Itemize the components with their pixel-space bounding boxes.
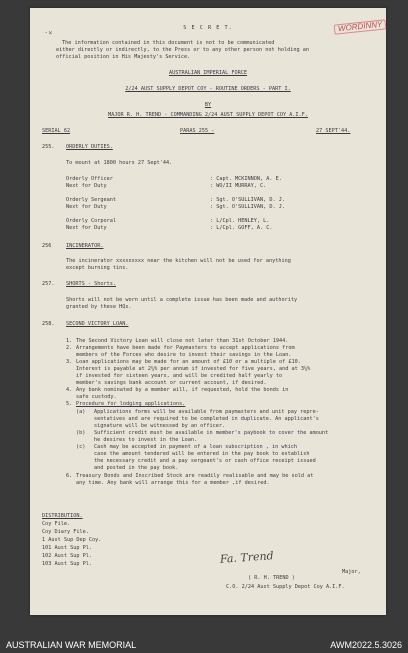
paragraph-line: Shorts will not be worn until a complete issue has been made and authority [66, 297, 298, 303]
accession-number: AWM2022.5.3026 [330, 640, 402, 650]
list-item-line: Loan applications may be made for an amount of £10 or a multiple of £10. [76, 359, 301, 365]
sub-item-line: Applications forms will be available from paymasters and unit pay repre- [94, 409, 319, 415]
section-number: 256 [42, 243, 52, 249]
duty-assignee: : Capt. MCKINNON, A. E. [210, 176, 282, 182]
duty-next-assignee: : WO/II MURRAY, C. [210, 183, 267, 189]
list-number: 1. [66, 338, 73, 344]
order-date: 27 SEPT'44. [316, 128, 351, 134]
sub-item-label: (c) [76, 444, 86, 450]
list-number: 2. [66, 345, 73, 351]
paras-range: PARAS 255 - [180, 128, 215, 134]
secret-heading: S E C R E T. [183, 25, 233, 31]
commander-heading: MAJOR R. H. TREND - COMMANDING 2/24 AUST SUPPLY DEPOT COY A.I.F. [108, 112, 308, 118]
duty-role: Orderly Officer [66, 176, 113, 182]
notice-line-3: official position in His Majesty's Service. [56, 54, 191, 60]
sub-item-line: he desires to invest in the Loan. [94, 437, 198, 443]
distribution-title: DISTRIBUTION. [42, 513, 83, 519]
section-number: 257. [42, 281, 55, 287]
list-number: 6. [66, 473, 73, 479]
institution-name: AUSTRALIAN WAR MEMORIAL [6, 640, 137, 650]
list-number: 3. [66, 359, 73, 365]
notice-line-2: either directly or indirectly, to the Press or to any other person not holding an [56, 47, 309, 53]
notice-line-1: The information contained in this document is not to be communicated [62, 40, 275, 46]
duty-next-assignee: : L/Cpl. GOFF, A. C. [210, 225, 273, 231]
list-item-line: safe custody. [76, 394, 117, 400]
document-page [30, 8, 386, 615]
section-title: INCINERATOR. [66, 243, 104, 249]
serial-number: SERIAL 62 [42, 128, 71, 134]
mount-time: To mount at 1800 hours 27 Sept'44. [66, 160, 173, 166]
list-item-line: if invested for sixteen years, and will be credited half yearly to [76, 373, 283, 379]
signatory-rank: Major, [342, 569, 361, 575]
list-item-line: Procedure for lodging applications. [76, 401, 186, 407]
duty-next-assignee: : Sgt. O'SULLIVAN, D. J. [210, 204, 285, 210]
distribution-item: 103 Aust Sup Pl. [42, 561, 92, 567]
section-title: ORDERLY DUTIES. [66, 144, 113, 150]
sub-item-line: the necessary credit and a pay sergeant's or cash office receipt issued [94, 458, 316, 464]
list-number: 5. [66, 401, 73, 407]
list-item-line: member's savings bank account or current account, if desired. [76, 380, 267, 386]
list-item-line: The Second Victory Loan will close not later than 31st October 1944. [76, 338, 289, 344]
list-item-line: Treasury Bonds and Inscribed Stock are readily realisable and may be sold at [76, 473, 314, 479]
by-heading: BY [204, 102, 212, 108]
list-item-line: members of the Forces who desire to invest their savings in the Loan. [76, 352, 292, 358]
sub-item-line: signature will be witnessed by an officer. [94, 423, 226, 429]
sub-item-line: Sufficient credit must be available in member's paybook to cover the amount [94, 430, 329, 436]
duty-next: Next for Duty [66, 225, 107, 231]
duty-role: Orderly Corporal [66, 218, 116, 224]
section-number: 258. [42, 321, 55, 327]
force-heading: AUSTRALIAN IMPERIAL FORCE [168, 70, 248, 76]
list-item-line: Interest is payable at 2¼% per annum if invested for five years, and at 3¼% [76, 366, 311, 372]
signatory-title: C.O. 2/24 Aust Supply Depot Coy A.I.F. [226, 584, 345, 590]
list-item-line: Arrangements have been made for Paymasters to accept applications from [76, 345, 295, 351]
duty-role: Orderly Sergeant [66, 197, 116, 203]
unit-heading: 2/24 AUST SUPPLY DEPOT COY - ROUTINE ORDERS - PART I. [125, 86, 291, 92]
list-item-line: Any bank nominated by a member will, if requested, hold the bonds in [76, 387, 289, 393]
list-item-line: any time. Any bank will arrange this for a member ,if desired. [76, 480, 270, 486]
distribution-item: Coy File. [42, 521, 71, 527]
distribution-item: 101 Aust Sup Pl. [42, 545, 92, 551]
distribution-item: 1 Aust Sup Dep Coy. [42, 537, 102, 543]
section-title: SECOND VICTORY LOAN. [66, 321, 129, 327]
sub-item-label: (a) [76, 409, 86, 415]
paragraph-line: except burning tins. [66, 265, 129, 271]
section-title: SHORTS - Shorts. [66, 281, 116, 287]
duty-next: Next for Duty [66, 204, 107, 210]
distribution-item: Coy Diary File. [42, 529, 89, 535]
archive-stamp: WORDINNY [334, 19, 387, 35]
handwritten-signature: Fa. Trend [219, 549, 275, 566]
paragraph-line: The incinerator xxxxxxxxx near the kitchen will not be used for anything [66, 258, 291, 264]
section-number: 255. [42, 144, 55, 150]
sub-item-line: sentatives and are required to be completed in duplicate. An applicant's [94, 416, 319, 422]
sub-item-label: (b) [76, 430, 86, 436]
list-number: 4. [66, 387, 73, 393]
duty-assignee: : L/Cpl. HENLEY, L. [210, 218, 270, 224]
duty-next: Next for Duty [66, 183, 107, 189]
paragraph-line: granted by these HQs. [66, 304, 132, 310]
sub-item-line: and posted in the pay book. [94, 465, 179, 471]
signatory-name: ( R. H. TREND ) [248, 575, 295, 581]
archive-footer [0, 620, 408, 653]
duty-assignee: : Sgt. O'SULLIVAN, D. J. [210, 197, 285, 203]
sub-item-line: case the amount tendered will be entered in the pay book to establish [94, 451, 310, 457]
distribution-item: 102 Aust Sup Pl. [42, 553, 92, 559]
sub-item-line: Cash may be accepted in payment of a loan subscription , in which [94, 444, 298, 450]
punch-mark: ·× [44, 29, 53, 37]
